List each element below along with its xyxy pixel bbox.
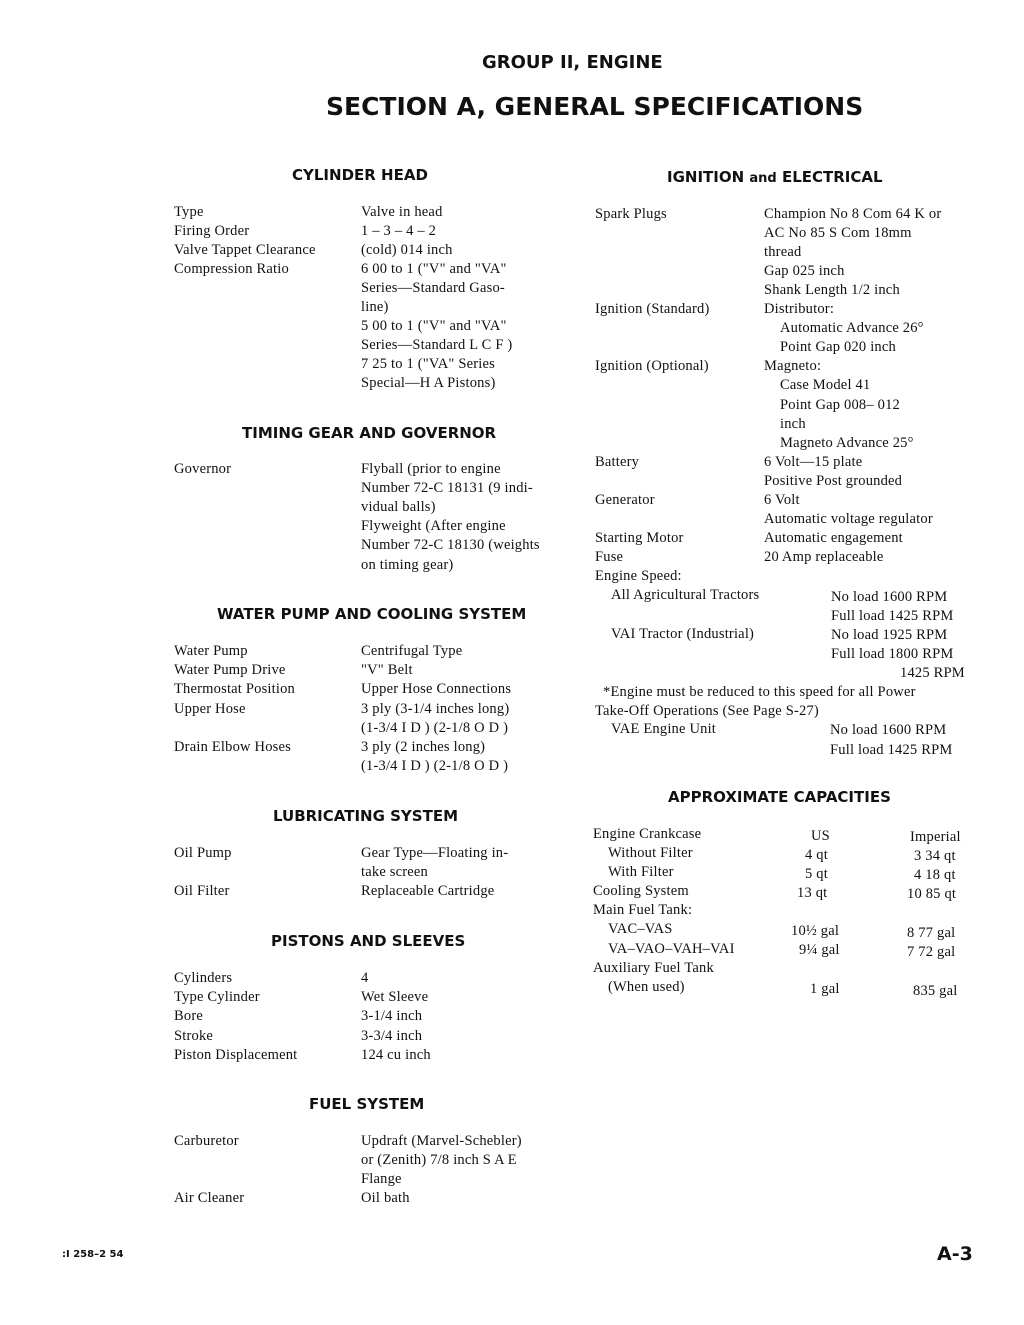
spec-value: Automatic Advance 26°	[780, 320, 924, 336]
spec-value: 1 – 3 – 4 – 2	[361, 223, 437, 239]
spec-value: Automatic voltage regulator	[764, 511, 933, 527]
spec-value: Point Gap 008– 012	[780, 397, 901, 413]
spec-label: Type Cylinder	[174, 989, 260, 1005]
spec-label: Oil Pump	[174, 845, 232, 861]
capacity-imperial: 4 18 qt	[914, 867, 956, 883]
spec-value: vidual balls)	[361, 499, 436, 515]
spec-label: Generator	[595, 492, 655, 508]
spec-label: Governor	[174, 461, 232, 477]
capacity-imperial: 835 gal	[913, 983, 958, 999]
spec-value: Centrifugal Type	[361, 643, 463, 659]
spec-label: Ignition (Standard)	[595, 301, 710, 317]
cylinder-head-heading: CYLINDER HEAD	[292, 166, 428, 184]
lubricating-heading: LUBRICATING SYSTEM	[273, 807, 458, 825]
spec-value: 3-1/4 inch	[361, 1008, 423, 1024]
timing-gear-heading: TIMING GEAR AND GOVERNOR	[242, 424, 497, 442]
capacity-us: 4 qt	[805, 847, 828, 863]
capacity-imperial: 10 85 qt	[907, 886, 957, 902]
capacity-label: Engine Crankcase	[593, 826, 702, 842]
spec-label: Ignition (Optional)	[595, 358, 709, 374]
spec-value: 124 cu inch	[361, 1047, 431, 1063]
group-title: GROUP II, ENGINE	[482, 52, 663, 73]
spec-value: No load 1925 RPM	[831, 627, 948, 643]
capacity-us: 10½ gal	[791, 923, 840, 939]
capacity-label: VAC–VAS	[608, 921, 673, 937]
spec-label: All Agricultural Tractors	[611, 587, 760, 603]
spec-label: Stroke	[174, 1028, 214, 1044]
spec-label: Type	[174, 204, 204, 220]
spec-value: "V" Belt	[361, 662, 413, 678]
spec-label: Starting Motor	[595, 530, 684, 546]
capacity-label: VA–VAO–VAH–VAI	[608, 941, 735, 957]
spec-label: Bore	[174, 1008, 203, 1024]
ignition-heading-part2: ELECTRICAL	[781, 168, 883, 186]
spec-value: Champion No 8 Com 64 K or	[764, 206, 942, 222]
spec-value: No load 1600 RPM	[831, 589, 948, 605]
spec-value: inch	[780, 416, 806, 432]
capacity-us: 1 gal	[810, 981, 840, 997]
spec-value: Number 72-C 18130 (weights	[361, 537, 540, 553]
spec-label: Compression Ratio	[174, 261, 289, 277]
capacity-imperial: 7 72 gal	[907, 944, 956, 960]
spec-label: Spark Plugs	[595, 206, 667, 222]
engine-speed-note: Take-Off Operations (See Page S-27)	[595, 703, 819, 719]
capacities-heading: APPROXIMATE CAPACITIES	[668, 788, 891, 806]
capacity-us: 9¼ gal	[799, 942, 840, 958]
water-pump-heading: WATER PUMP AND COOLING SYSTEM	[217, 605, 527, 623]
spec-value: Positive Post grounded	[764, 473, 903, 489]
capacity-label: Cooling System	[593, 883, 689, 899]
spec-label: Water Pump	[174, 643, 248, 659]
footer-code: :I 258–2 54	[62, 1249, 124, 1260]
spec-value: Updraft (Marvel-Schebler)	[361, 1133, 522, 1149]
spec-value: 4	[361, 970, 369, 986]
fuel-heading: FUEL SYSTEM	[309, 1095, 425, 1113]
capacity-us: 5 qt	[805, 866, 828, 882]
ignition-heading-and: and	[749, 171, 777, 186]
spec-value: Full load 1425 RPM	[830, 742, 953, 758]
spec-value: (cold) 014 inch	[361, 242, 453, 258]
spec-value: Flyweight (After engine	[361, 518, 506, 534]
spec-label: Drain Elbow Hoses	[174, 739, 291, 755]
spec-value: 1425 RPM	[900, 665, 965, 681]
spec-label: Carburetor	[174, 1133, 239, 1149]
spec-value: 7 25 to 1 ("VA" Series	[361, 356, 495, 372]
spec-value: on timing gear)	[361, 557, 454, 573]
spec-value: 6 Volt	[764, 492, 800, 508]
engine-speed-label: Engine Speed:	[595, 568, 682, 584]
ignition-heading	[667, 168, 883, 186]
capacity-label: Auxiliary Fuel Tank	[593, 960, 714, 976]
spec-value: Upper Hose Connections	[361, 681, 512, 697]
spec-value: (1-3/4 I D ) (2-1/8 O D )	[361, 758, 509, 774]
spec-value: Series—Standard Gaso-	[361, 280, 505, 296]
spec-value: 6 Volt—15 plate	[764, 454, 863, 470]
ignition-heading-part1: IGNITION	[667, 168, 745, 186]
spec-value: Distributor:	[764, 301, 835, 317]
spec-value: AC No 85 S Com 18mm	[764, 225, 912, 241]
capacity-imperial: 3 34 qt	[914, 848, 956, 864]
spec-value: Case Model 41	[780, 377, 871, 393]
capacity-label: (When used)	[608, 979, 685, 995]
spec-value: 6 00 to 1 ("V" and "VA"	[361, 261, 507, 277]
spec-value: Magneto Advance 25°	[780, 435, 914, 451]
spec-label: Firing Order	[174, 223, 250, 239]
spec-value: Magneto:	[764, 358, 822, 374]
capacity-imperial: 8 77 gal	[907, 925, 956, 941]
spec-label: Thermostat Position	[174, 681, 296, 697]
spec-value: Full load 1800 RPM	[831, 646, 954, 662]
spec-value: Oil bath	[361, 1190, 410, 1206]
spec-label: Upper Hose	[174, 701, 246, 717]
spec-label: Piston Displacement	[174, 1047, 298, 1063]
spec-label: Water Pump Drive	[174, 662, 286, 678]
spec-label: Battery	[595, 454, 640, 470]
capacity-label: With Filter	[608, 864, 674, 880]
spec-value: Series—Standard L C F )	[361, 337, 513, 353]
capacity-label: Main Fuel Tank:	[593, 902, 693, 918]
capacity-us: US	[811, 828, 830, 844]
spec-value: 3 ply (3-1/4 inches long)	[361, 701, 510, 717]
spec-value: 3-3/4 inch	[361, 1028, 423, 1044]
spec-label: Cylinders	[174, 970, 233, 986]
pistons-heading: PISTONS AND SLEEVES	[271, 932, 466, 950]
spec-value: Full load 1425 RPM	[831, 608, 954, 624]
page-number: A-3	[937, 1243, 973, 1265]
spec-value: Gap 025 inch	[764, 263, 845, 279]
spec-value: Shank Length 1/2 inch	[764, 282, 900, 298]
spec-value: Point Gap 020 inch	[780, 339, 896, 355]
capacity-label: Without Filter	[608, 845, 693, 861]
spec-label: Air Cleaner	[174, 1190, 245, 1206]
engine-speed-note: *Engine must be reduced to this speed for all Power	[603, 684, 916, 700]
spec-value: 5 00 to 1 ("V" and "VA"	[361, 318, 507, 334]
spec-value: thread	[764, 244, 802, 260]
spec-value: Flyball (prior to engine	[361, 461, 501, 477]
spec-value: take screen	[361, 864, 429, 880]
spec-value: 20 Amp replaceable	[764, 549, 884, 565]
spec-value: Automatic engagement	[764, 530, 903, 546]
spec-label: VAE Engine Unit	[611, 721, 717, 737]
spec-value: Valve in head	[361, 204, 443, 220]
spec-value: Gear Type—Floating in-	[361, 845, 509, 861]
spec-value: or (Zenith) 7/8 inch S A E	[361, 1152, 517, 1168]
spec-value: 3 ply (2 inches long)	[361, 739, 486, 755]
spec-label: Valve Tappet Clearance	[174, 242, 316, 258]
section-title: SECTION A, GENERAL SPECIFICATIONS	[326, 92, 864, 121]
spec-value: No load 1600 RPM	[830, 722, 947, 738]
spec-value: Wet Sleeve	[361, 989, 429, 1005]
spec-value: Flange	[361, 1171, 402, 1187]
spec-value: Replaceable Cartridge	[361, 883, 495, 899]
spec-value: Number 72-C 18131 (9 indi-	[361, 480, 533, 496]
spec-label: Fuse	[595, 549, 624, 565]
spec-value: (1-3/4 I D ) (2-1/8 O D )	[361, 720, 509, 736]
spec-value: line)	[361, 299, 389, 315]
spec-label: VAI Tractor (Industrial)	[611, 626, 755, 642]
capacity-imperial: Imperial	[910, 829, 961, 845]
spec-label: Oil Filter	[174, 883, 230, 899]
capacity-us: 13 qt	[797, 885, 828, 901]
spec-value: Special—H A Pistons)	[361, 375, 496, 391]
